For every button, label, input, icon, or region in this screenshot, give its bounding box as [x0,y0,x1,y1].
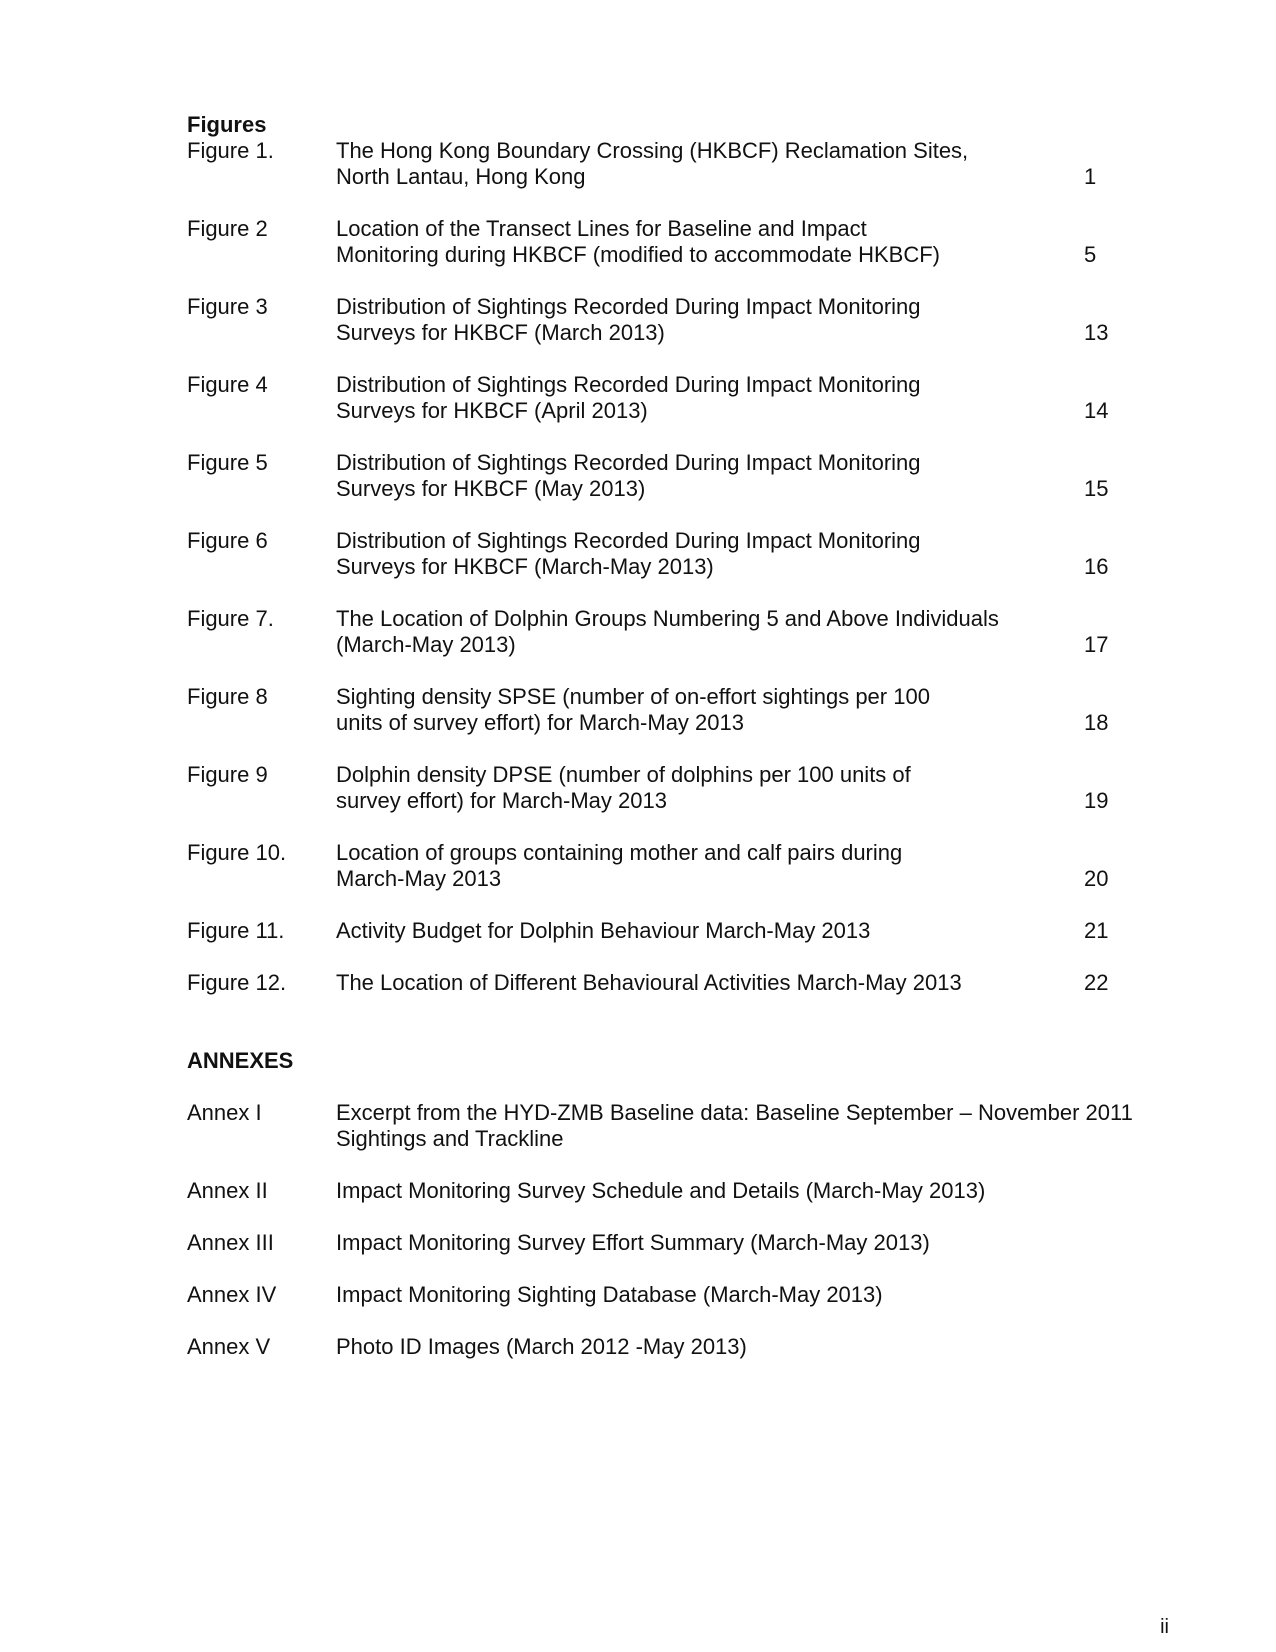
annex-label: Annex III [187,1230,274,1255]
figure-label: Figure 4 [187,372,268,397]
figure-description [336,138,1171,190]
figure-label: Figure 9 [187,762,268,787]
annex-description [336,1178,1171,1204]
figure-description [336,684,1171,736]
figure-page-number: 17 [1084,632,1109,657]
figure-label: Figure 12. [187,970,287,995]
figure-description [336,606,1171,658]
figure-description-line: The Location of Dolphin Groups Numbering 5 and Above Individuals [336,606,999,631]
annex-description-line: Sightings and Trackline [336,1126,564,1151]
annex-description [336,1230,1171,1256]
figure-description [336,372,1171,424]
figure-label: Figure 10. [187,840,287,865]
page-number-footer: ii [1160,1616,1169,1638]
annex-label: Annex II [187,1178,268,1203]
annex-label: Annex I [187,1100,262,1125]
figure-page-number: 21 [1084,918,1109,943]
figure-page-number: 16 [1084,554,1109,579]
figure-description-line: The Hong Kong Boundary Crossing (HKBCF) Reclamation Sites, [336,138,969,163]
figure-description [336,216,1171,268]
figures-heading: Figures [187,112,267,137]
figure-page-number: 14 [1084,398,1109,423]
figure-label: Figure 7. [187,606,274,631]
figure-label: Figure 8 [187,684,268,709]
figure-label: Figure 3 [187,294,268,319]
figure-description-line: (March-May 2013) [336,632,516,657]
figure-description [336,528,1171,580]
figure-description-line: Location of the Transect Lines for Baseline and Impact [336,216,867,241]
figure-description-line: Distribution of Sightings Recorded During Impact Monitoring [336,294,921,319]
figure-description [336,762,1171,814]
annex-description-line: Impact Monitoring Survey Schedule and Details (March-May 2013) [336,1178,986,1203]
figure-page-number: 5 [1084,242,1097,267]
annex-description-line: Photo ID Images (March 2012 -May 2013) [336,1334,747,1359]
figure-label: Figure 5 [187,450,268,475]
figure-description-line: units of survey effort) for March-May 2013 [336,710,744,735]
figure-description [336,970,1171,996]
annex-label: Annex V [187,1334,271,1359]
figure-description-line: Distribution of Sightings Recorded During Impact Monitoring [336,450,921,475]
figure-description [336,918,1171,944]
annex-description-line: Impact Monitoring Sighting Database (March-May 2013) [336,1282,883,1307]
annex-description-line: Excerpt from the HYD-ZMB Baseline data: Baseline September – November 2011 [336,1100,1133,1125]
annex-description [336,1334,1171,1360]
figure-description-line: Dolphin density DPSE (number of dolphins per 100 units of [336,762,911,787]
figure-page-number: 20 [1084,866,1109,891]
figure-description [336,294,1171,346]
figure-page-number: 18 [1084,710,1109,735]
annex-description [336,1100,1196,1152]
annex-label: Annex IV [187,1282,277,1307]
figure-page-number: 1 [1084,164,1097,189]
annex-description-line: Impact Monitoring Survey Effort Summary (March-May 2013) [336,1230,930,1255]
figure-description [336,840,1171,892]
figure-description-line: Sighting density SPSE (number of on-effort sightings per 100 [336,684,930,709]
annex-description [336,1282,1171,1308]
figure-page-number: 13 [1084,320,1109,345]
figure-description-line: Activity Budget for Dolphin Behaviour March-May 2013 [336,918,871,943]
figure-description-line: North Lantau, Hong Kong [336,164,586,189]
figure-description-line: March-May 2013 [336,866,502,891]
figure-description-line: The Location of Different Behavioural Activities March-May 2013 [336,970,962,995]
figure-description-line: Monitoring during HKBCF (modified to accommodate HKBCF) [336,242,941,267]
figure-description [336,450,1171,502]
figure-description-line: Distribution of Sightings Recorded During Impact Monitoring [336,528,921,553]
figure-label: Figure 2 [187,216,268,241]
figure-description-line: Surveys for HKBCF (March-May 2013) [336,554,714,579]
figure-page-number: 15 [1084,476,1109,501]
annexes-heading: ANNEXES [187,1048,294,1073]
figure-page-number: 22 [1084,970,1109,995]
figure-description-line: Location of groups containing mother and calf pairs during [336,840,903,865]
figure-label: Figure 6 [187,528,268,553]
figure-description-line: survey effort) for March-May 2013 [336,788,667,813]
figure-description-line: Surveys for HKBCF (May 2013) [336,476,646,501]
figure-label: Figure 1. [187,138,274,163]
figure-label: Figure 11. [187,918,285,943]
figure-description-line: Surveys for HKBCF (March 2013) [336,320,665,345]
figure-page-number: 19 [1084,788,1109,813]
figure-description-line: Distribution of Sightings Recorded During Impact Monitoring [336,372,921,397]
figure-description-line: Surveys for HKBCF (April 2013) [336,398,648,423]
